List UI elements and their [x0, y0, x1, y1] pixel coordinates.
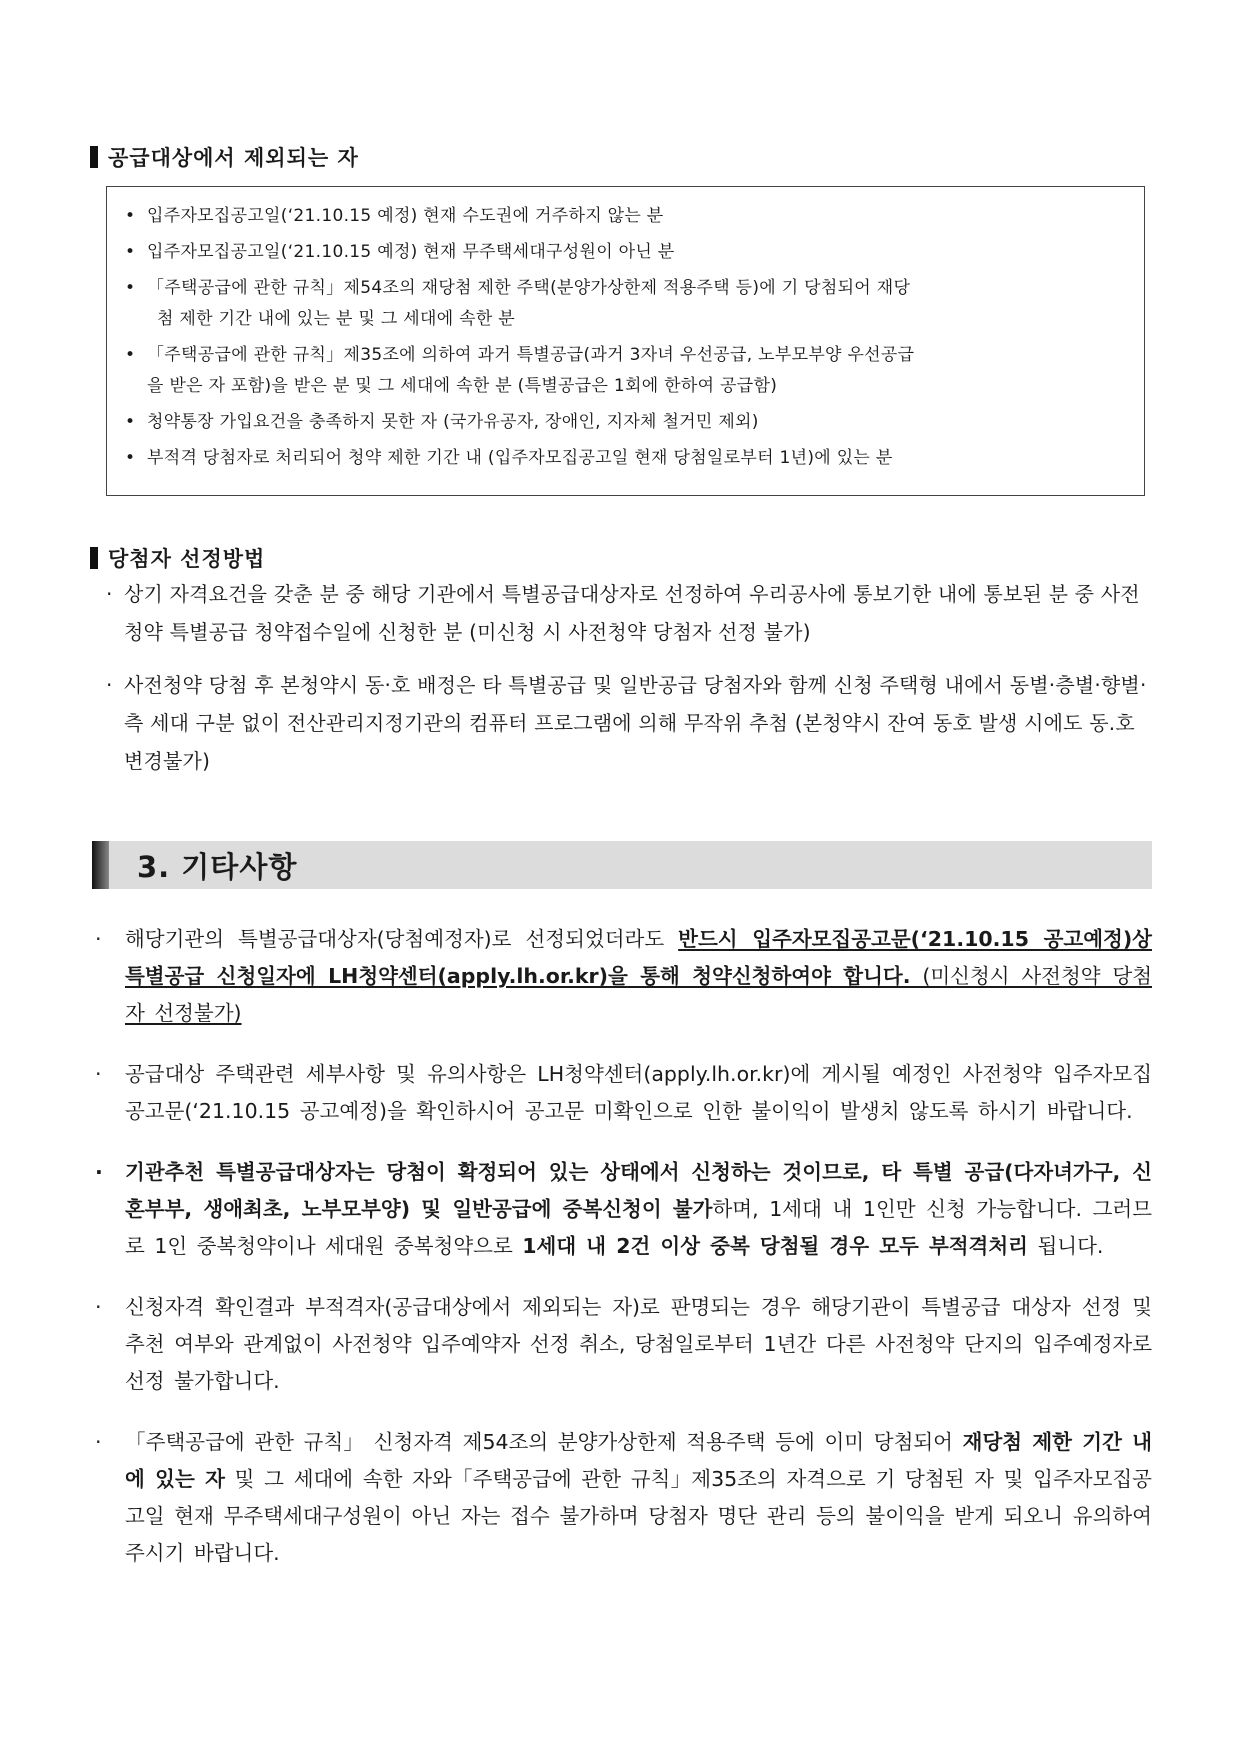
heading-marker [90, 146, 98, 168]
excluded-heading [90, 142, 359, 172]
method-heading-text: 당첨자 선정방법 [108, 547, 266, 571]
section-title-bar [92, 841, 1152, 889]
excluded-item: • 입주자모집공고일(‘21.10.15 예정) 현재 무주택세대구성원이 아닌 분 [125, 242, 675, 262]
method-heading [90, 543, 265, 573]
excluded-heading-text: 공급대상에서 제외되는 자 [108, 146, 359, 170]
section-bar-accent [92, 841, 109, 889]
method-item: · 상기 자격요건을 갖춘 분 중 해당 기관에서 특별공급대상자로 선정하여 우리공사에 통보기한 내에 통보된 분 중 사전청약 특별공급 청약접수일에 신청한 분 (미신청 시 사전청약 당첨자 선정 불가) [106, 582, 1140, 644]
excluded-item: • 「주택공급에 관한 규칙」제35조에 의하여 과거 특별공급(과거 3자녀 우선공급, 노부모부양 우선공급 을 받은 자 포함)을 받은 분 및 그 세대에 속한 분 (특별공급은 1회에 한하여 공급함) [125, 345, 915, 396]
excluded-item: • 청약통장 가입요건을 충족하지 못한 자 (국가유공자, 장애인, 지자체 철거민 제외) [125, 412, 759, 432]
etc-item: · 「주택공급에 관한 규칙」 신청자격 제54조의 분양가상한제 적용주택 등에 이미 당첨되어 재당첨 제한 기간 내에 있는 자 및 그 세대에 속한 자와「주택공급에 관한 규칙」제35조의 자격으로 기 당첨된 자 및 입주자모집공고일 현재 무주택세대구성원이 아닌 자는 접수 불가하며 당첨자 명단 관리 등의 불이익을 받게 되오니 유의하여 주시기 바랍니다. [95, 1430, 1152, 1565]
etc-list [95, 921, 1152, 1596]
method-list [100, 575, 1150, 795]
etc-item: · 공급대상 주택관련 세부사항 및 유의사항은 LH청약센터(apply.lh.or.kr)에 게시될 예정인 사전청약 입주자모집공고문(‘21.10.15 공고예정)을 확인하시어 공고문 미확인으로 인한 불이익이 발생치 않도록 하시기 바랍니다. [95, 1062, 1152, 1123]
etc-item: · 신청자격 확인결과 부적격자(공급대상에서 제외되는 자)로 판명되는 경우 해당기관이 특별공급 대상자 선정 및 추천 여부와 관계없이 사전청약 입주예약자 선정 취소, 당첨일로부터 1년간 다른 사전청약 단지의 입주예정자로 선정 불가합니다. [95, 1295, 1152, 1393]
section-title: 3. 기타사항 [137, 849, 298, 884]
heading-marker [90, 547, 98, 569]
etc-item: · 해당기관의 특별공급대상자(당첨예정자)로 선정되었더라도 반드시 입주자모집공고문(‘21.10.15 공고예정)상 특별공급 신청일자에 LH청약센터(apply.lh.or.kr)을 통해 청약신청하여야 합니다. (미신청시 사전청약 당첨자 선정불가) [95, 927, 1153, 1025]
etc-item: · 기관추천 특별공급대상자는 당첨이 확정되어 있는 상태에서 신청하는 것이므로, 타 특별 공급(다자녀가구, 신혼부부, 생애최초, 노부모부양) 및 일반공급에 중복신청이 불가하며, 1세대 내 1인만 신청 가능합니다. 그러므로 1인 중복청약이나 세대원 중복청약으로 1세대 내 2건 이상 중복 당첨될 경우 모두 부적격처리 됩니다. [95, 1160, 1152, 1258]
excluded-box [106, 186, 1145, 496]
excluded-item: • 「주택공급에 관한 규칙」제54조의 재당첨 제한 주택(분양가상한제 적용주택 등)에 기 당첨되어 재당 첨 제한 기간 내에 있는 분 및 그 세대에 속한 분 [125, 278, 911, 329]
excluded-item: • 입주자모집공고일(‘21.10.15 예정) 현재 수도권에 거주하지 않는 분 [125, 206, 664, 226]
excluded-item: • 부적격 당첨자로 처리되어 청약 제한 기간 내 (입주자모집공고일 현재 당첨일로부터 1년)에 있는 분 [125, 448, 893, 468]
method-item: · 사전청약 당첨 후 본청약시 동·호 배정은 타 특별공급 및 일반공급 당첨자와 함께 신청 주택형 내에서 동별·층별·향별·측 세대 구분 없이 전산관리지정기관의 컴퓨터 프로그램에 의해 무작위 추첨 (본청약시 잔여 동호 발생 시에도 동.호 변경불가) [106, 673, 1147, 773]
